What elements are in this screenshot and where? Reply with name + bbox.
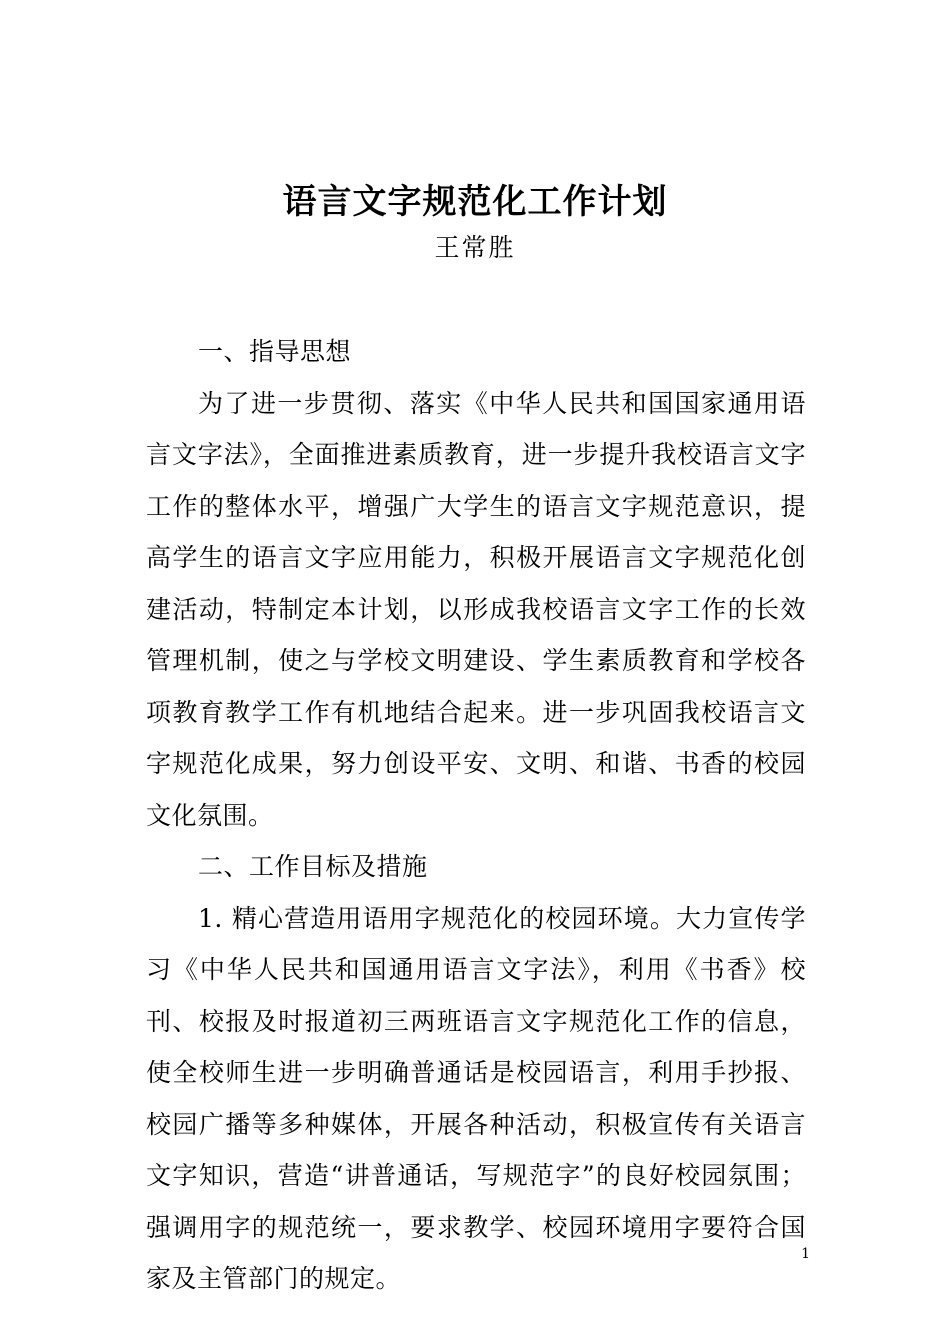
section-heading-goals-measures: 二、工作目标及措施	[198, 852, 428, 881]
document-title: 语言文字规范化工作计划	[282, 182, 668, 222]
section-heading-guiding-ideology: 一、指导思想	[198, 337, 352, 366]
paragraph-guiding-ideology: 为了进一步贯彻、落实《中华人民共和国国家通用语言文字法》，全面推进素质教育，进一步提升我校语言文字工作的整体水平，增强广大学生的语言文字规范意识，提高学生的语言文字应用能力，积极开展语言文字规范化创建活动，特制定本计划，以形成我校语言文字工作的长效管理机制，使之与学校文明建设、学生素质教育和学校各项教育教学工作有机地结合起来。进一步巩固我校语言文字规范化成果，努力创设平安、文明、和谐、书香的校园文化氛围。	[146, 388, 806, 830]
document-body	[146, 326, 806, 1305]
document-author: 王常胜	[434, 233, 516, 262]
page-number: 1	[801, 1246, 810, 1262]
paragraph-item-1: 1. 精心营造用语用字规范化的校园环境。大力宣传学习《中华人民共和国通用语言文字法》，利用《书香》校刊、校报及时报道初三两班语言文字规范化工作的信息，使全校师生进一步明确普通话是校园语言，利用手抄报、校园广播等多种媒体，开展各种活动，积极宣传有关语言文字知识，营造“讲普通话，写规范字”的良好校园氛围；强调用字的规范统一，要求教学、校园环境用字要符合国家及主管部门的规定。	[146, 903, 806, 1293]
